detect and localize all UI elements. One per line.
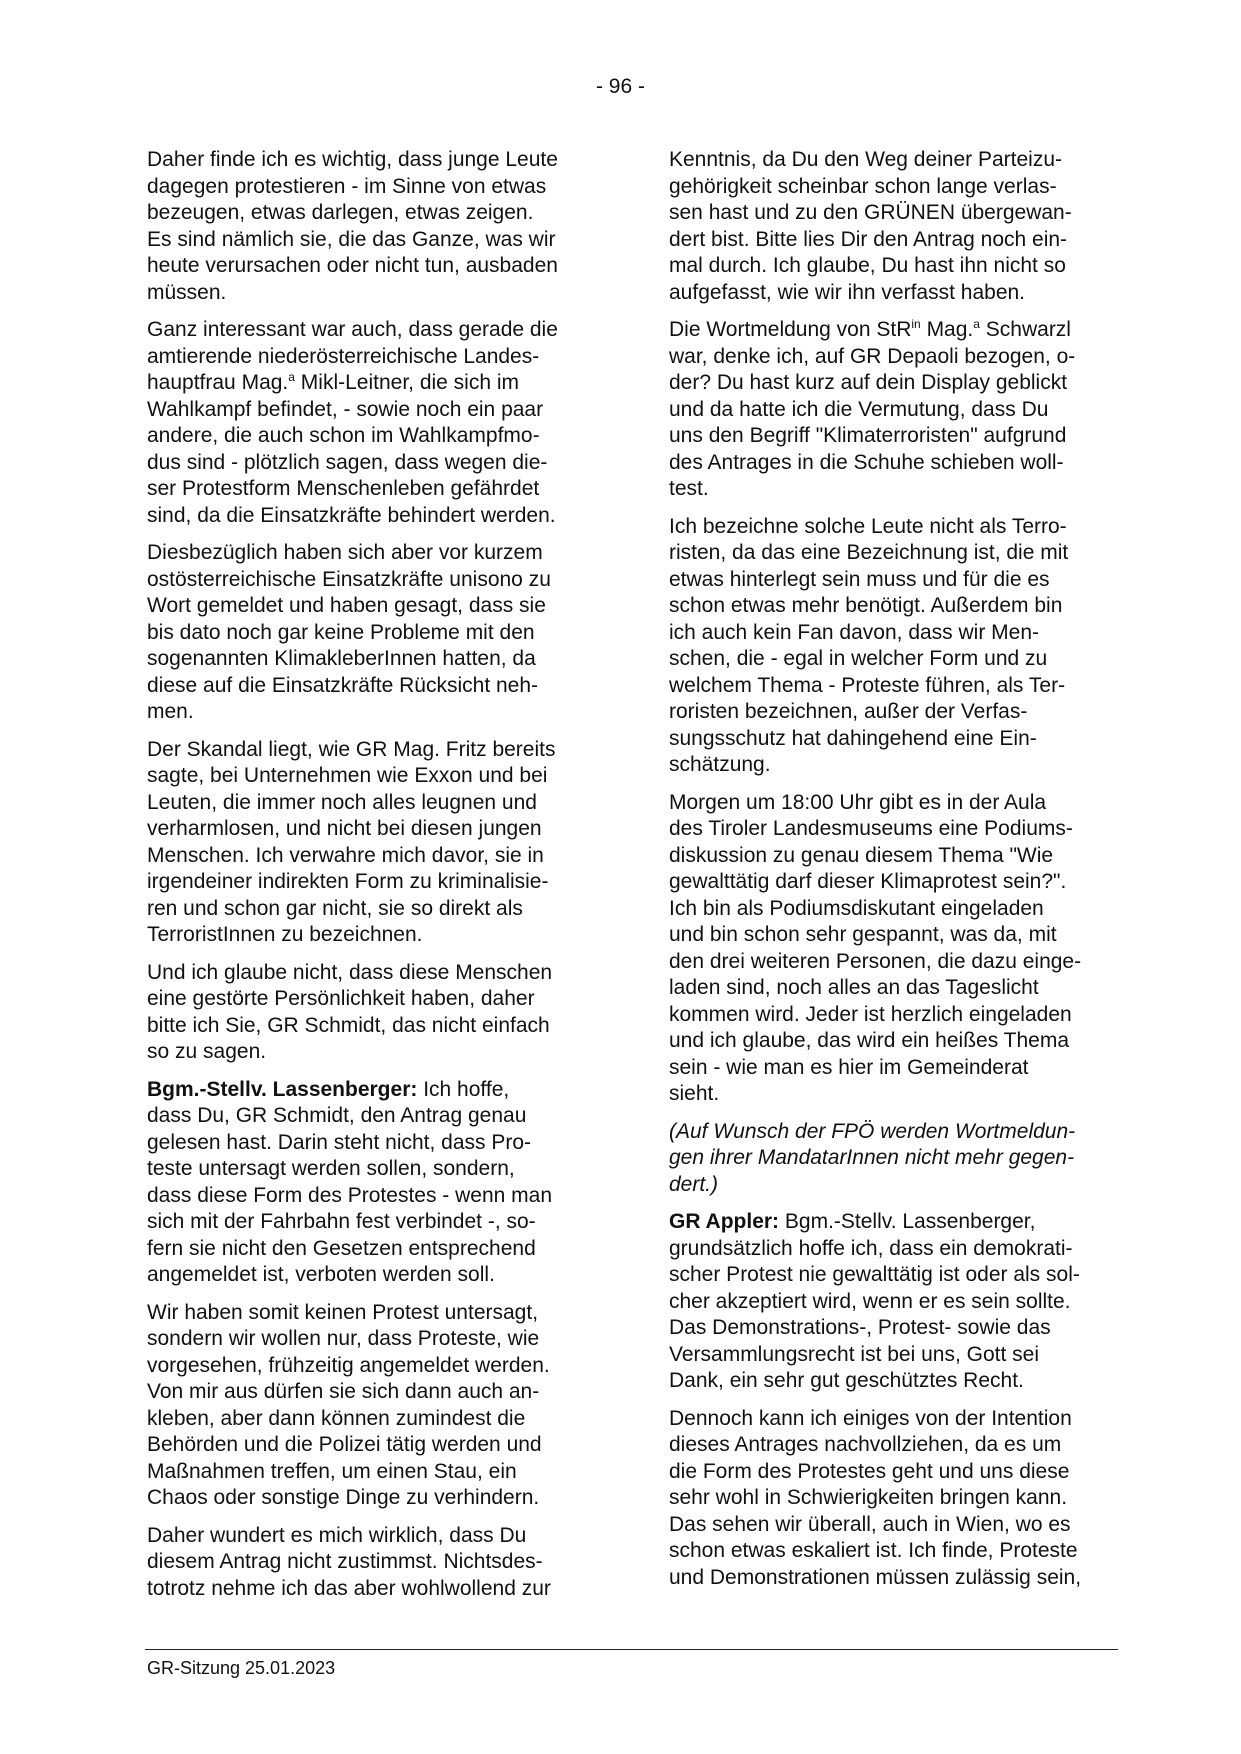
paragraph: Daher finde ich es wichtig, dass junge Leute dagegen protestieren - im Sinne von etwas bezeugen, etwas darlegen, etwas zeigen. Es sind nämlich sie, die das Ganze, was wir heute verursachen oder nicht tun, ausbaden müssen. (147, 148, 558, 304)
speaker-name: Bgm.-Stellv. Lassenberger: (147, 1077, 418, 1101)
superscript: in (911, 317, 921, 331)
footer-divider (145, 1649, 1118, 1650)
paragraph: Kenntnis, da Du den Weg deiner Parteizu- gehörigkeit scheinbar schon lange verlas- sen hast und zu den GRÜNEN übergewan- dert bist. Bitte lies Dir den Antrag noch ein- mal durch. Ich glaube, Du hast ihn nicht so aufgefasst, wie wir ihn verfasst haben. (669, 148, 1072, 304)
paragraph: Dennoch kann ich einiges von der Intention dieses Antrages nachvollziehen, da es um die Form des Protestes geht und uns diese sehr wohl in Schwierigkeiten bringen kann. Das sehen wir überall, auch in Wien, wo es schon etwas eskaliert ist. Ich finde, Proteste und Demonstrationen müssen zulässig sein, (669, 1406, 1082, 1589)
paragraph-text: Bgm.-Stellv. Lassenberger, grundsätzlich hoffe ich, dass ein demokrati- scher Protest nie gewalttätig ist oder als sol- cher akzeptiert wird, wenn er es sein sollte. Das Demonstrations-, Protest- sowie das Versammlungsrecht ist bei uns, Gott sei Dank, ein sehr gut geschütztes Recht. (669, 1210, 1080, 1392)
right-column (669, 147, 1129, 1602)
paragraph: Und ich glaube nicht, dass diese Menschen eine gestörte Persönlichkeit haben, daher bitte ich Sie, GR Schmidt, das nicht einfach so zu sagen. (147, 960, 553, 1063)
page-number: - 96 - (595, 75, 645, 98)
paragraph: Morgen um 18:00 Uhr gibt es in der Aula des Tiroler Landesmuseums eine Podiums- diskussion zu genau diesem Thema "Wie gewalttätig darf dieser Klimaprotest sein?". Ich bin als Podiumsdiskutant eingeladen und bin schon sehr gespannt, was da, mit den drei weiteren Personen, die dazu einge- laden sind, noch alles an das Tageslicht kommen wird. Jeder ist herzlich eingeladen und ich glaube, das wird ein heißes Thema sein - wie man es hier im Gemeinderat sieht. (669, 790, 1082, 1105)
paragraph-text: Ich hoffe, dass Du, GR Schmidt, den Antrag genau gelesen hast. Darin steht nicht, dass Pro- teste untersagt werden sollen, sondern, dass diese Form des Protestes - wenn man sich mit der Fahrbahn fest verbindet -, so- fern sie nicht den Gesetzen entsprechend angemeldet ist, verboten werden soll. (147, 1077, 553, 1286)
superscript: a (973, 317, 980, 331)
speech-paragraph (669, 1209, 1129, 1395)
speech-paragraph (147, 1077, 607, 1289)
paragraph-text: Mag. (920, 318, 974, 341)
editorial-note: (Auf Wunsch der FPÖ werden Wortmeldun- gen ihrer MandatarInnen nicht mehr gegen- dert.) (669, 1119, 1076, 1196)
paragraph: Wir haben somit keinen Protest untersagt, sondern wir wollen nur, dass Proteste, wie vorgesehen, frühzeitig angemeldet werden. Von mir aus dürfen sie sich dann auch an- kleben, aber dann können zumindest die Behörden und die Polizei tätig werden und Maßnahmen treffen, um einen Stau, ein Chaos oder sonstige Dinge zu verhindern. (147, 1300, 550, 1509)
paragraph: Diesbezüglich haben sich aber vor kurzem ostösterreichische Einsatzkräfte unisono zu Wort gemeldet und haben gesagt, dass sie bis dato noch gar keine Probleme mit den sogenannten KlimakleberInnen hatten, da diese auf die Einsatzkräfte Rücksicht neh- men. (147, 541, 551, 723)
paragraph-text: Die Wortmeldung von StR (669, 318, 912, 341)
paragraph-text: Ganz interessant war auch, dass gerade die amtierende niederösterreichische Landes- hauptfrau Mag. (147, 318, 558, 394)
paragraph (147, 317, 607, 529)
superscript: a (288, 370, 295, 384)
footer-session-date: GR-Sitzung 25.01.2023 (147, 1658, 336, 1678)
paragraph-text: Mikl-Leitner, die sich im Wahlkampf befindet, - sowie noch ein paar andere, die auch schon im Wahlkampfmo- dus sind - plötzlich sagen, dass wegen die- ser Protestform Menschenleben gefährdet sind, da die Einsatzkräfte behindert werden. (147, 371, 556, 527)
paragraph (669, 317, 1129, 503)
speaker-name: GR Appler: (669, 1210, 780, 1233)
paragraph: Ich bezeichne solche Leute nicht als Terro- risten, da das eine Bezeichnung ist, die mit etwas hinterlegt sein muss und für die es schon etwas mehr benötigt. Außerdem bin ich auch kein Fan davon, dass wir Men- schen, die - egal in welcher Form und zu welchem Thema - Proteste führen, als Ter- roristen bezeichnen, außer der Verfas- sungsschutz hat dahingehend eine Ein- schätzung. (669, 514, 1069, 776)
paragraph-text: Schwarzl war, denke ich, auf GR Depaoli bezogen, o- der? Du hast kurz auf dein Display geblickt und da hatte ich die Vermutung, dass Du uns den Begriff "Klimaterroristen" aufgrund des Antrages in die Schuhe schieben woll- test. (669, 318, 1076, 500)
left-column (147, 147, 607, 1613)
paragraph: Daher wundert es mich wirklich, dass Du diesem Antrag nicht zustimmst. Nichtsdes- totrotz nehme ich das aber wohlwollend zur (147, 1523, 551, 1600)
paragraph: Der Skandal liegt, wie GR Mag. Fritz bereits sagte, bei Unternehmen wie Exxon und bei Leuten, die immer noch alles leugnen und verharmlosen, und nicht bei diesen jungen Menschen. Ich verwahre mich davor, sie in irgendeiner indirekten Form zu kriminalisie- ren und schon gar nicht, sie so direkt als TerroristInnen zu bezeichnen. (147, 737, 556, 946)
